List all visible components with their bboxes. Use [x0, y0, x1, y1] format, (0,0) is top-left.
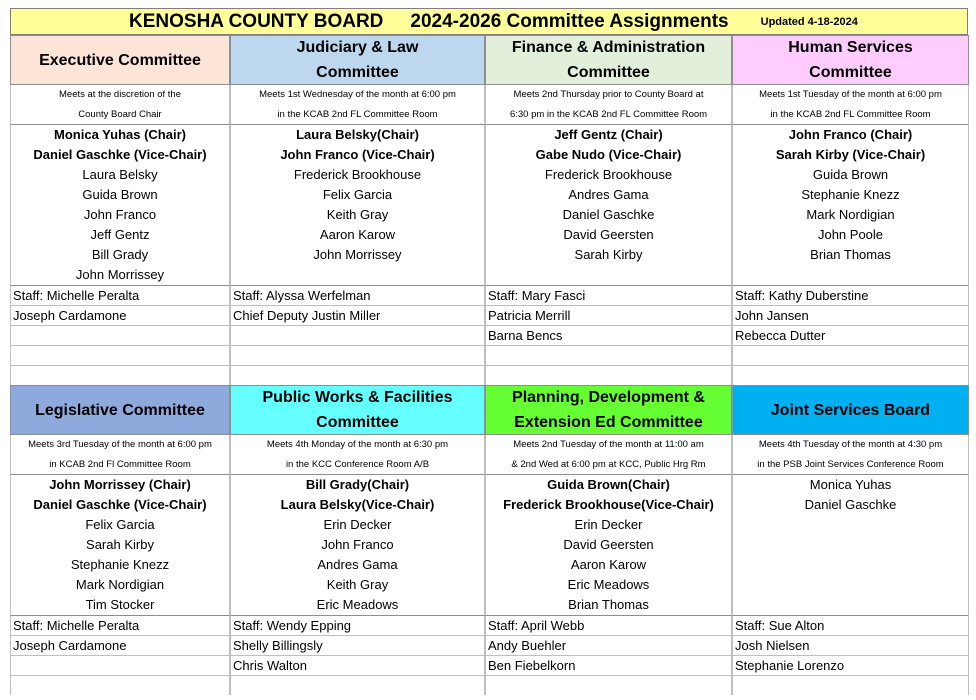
- meeting-line: Meets 4th Tuesday of the month at 4:30 pm: [758, 439, 943, 450]
- member-name: Sarah Kirby (Vice-Chair): [775, 147, 926, 162]
- meeting-schedule: [230, 85, 485, 125]
- member-name: [733, 555, 968, 575]
- committee-name-line: Extension Ed Committee: [514, 414, 703, 431]
- assignments-title: 2024-2026 Committee Assignments: [410, 10, 729, 32]
- member-name: Sarah Kirby: [574, 247, 643, 262]
- member-name: Monica Yuhas: [809, 477, 892, 492]
- staff-list: [732, 285, 969, 385]
- member-list: [230, 125, 485, 285]
- meeting-schedule: [485, 435, 732, 475]
- member-name: Keith Gray: [326, 207, 389, 222]
- staff-list: [10, 615, 230, 695]
- staff-name: Chief Deputy Justin Miller: [230, 305, 485, 325]
- meeting-line: in the KCC Conference Room A/B: [285, 459, 430, 470]
- committee-name: [732, 35, 969, 85]
- meeting-line: Meets 3rd Tuesday of the month at 6:00 pm: [28, 439, 212, 450]
- member-name: Brian Thomas: [810, 247, 891, 262]
- committee-name-line: Joint Services Board: [770, 401, 931, 419]
- member-name: Frederick Brookhouse(Vice-Chair): [503, 497, 714, 512]
- staff-list: [10, 285, 230, 385]
- member-name: John Franco (Chair): [788, 127, 913, 142]
- member-name: Felix Garcia: [85, 517, 155, 532]
- staff-list: [485, 615, 732, 695]
- member-name: Daniel Gaschke (Vice-Chair): [33, 147, 207, 162]
- staff-name: Staff: Kathy Duberstine: [732, 285, 969, 305]
- member-name: Laura Belsky(Vice-Chair): [280, 497, 435, 512]
- member-name: Guida Brown: [812, 167, 889, 182]
- staff-name: Staff: Mary Fasci: [485, 285, 732, 305]
- member-list: [485, 475, 732, 615]
- member-name: Daniel Gaschke (Vice-Chair): [33, 497, 207, 512]
- member-name: Guida Brown(Chair): [547, 477, 670, 492]
- member-name: Brian Thomas: [568, 597, 649, 612]
- committee-name-line: Finance & Administration: [511, 39, 706, 56]
- staff-name: [10, 655, 230, 675]
- staff-name: [732, 345, 969, 365]
- staff-name: Andy Buehler: [485, 635, 732, 655]
- member-name: [733, 515, 968, 535]
- committee-name: [10, 35, 230, 85]
- meeting-line: & 2nd Wed at 6:00 pm at KCC, Public Hrg Rm: [511, 459, 706, 470]
- staff-name: [10, 345, 230, 365]
- staff-name: Ben Fiebelkorn: [485, 655, 732, 675]
- staff-name: [732, 675, 969, 695]
- member-name: Mark Nordigian: [806, 207, 895, 222]
- committee-name-line: Committee: [316, 64, 399, 81]
- member-name: John Franco (Vice-Chair): [280, 147, 435, 162]
- staff-name: John Jansen: [732, 305, 969, 325]
- staff-list: [485, 285, 732, 385]
- staff-name: Staff: Michelle Peralta: [10, 285, 230, 305]
- staff-name: [485, 675, 732, 695]
- member-name: Bill Grady(Chair): [305, 477, 410, 492]
- member-name: Daniel Gaschke: [804, 497, 897, 512]
- meeting-schedule: [230, 435, 485, 475]
- member-list: [485, 125, 732, 285]
- member-list: [10, 475, 230, 615]
- staff-name: Joseph Cardamone: [10, 305, 230, 325]
- member-name: Bill Grady: [91, 247, 149, 262]
- staff-name: Staff: Sue Alton: [732, 615, 969, 635]
- meeting-line: County Board Chair: [78, 109, 162, 120]
- staff-name: Stephanie Lorenzo: [732, 655, 969, 675]
- staff-name: Chris Walton: [230, 655, 485, 675]
- member-name: [733, 265, 968, 285]
- staff-name: Staff: April Webb: [485, 615, 732, 635]
- committee-name: [485, 385, 732, 435]
- staff-name: [10, 675, 230, 695]
- staff-name: [732, 365, 969, 385]
- updated-date: Updated 4-18-2024: [760, 15, 858, 28]
- member-name: Sarah Kirby: [86, 537, 154, 552]
- meeting-line: Meets at the discretion of the: [59, 89, 181, 100]
- member-name: John Poole: [817, 227, 884, 242]
- member-name: John Morrissey (Chair): [49, 477, 191, 492]
- member-list: [732, 475, 969, 615]
- meeting-line: Meets 2nd Tuesday of the month at 11:00 am: [513, 439, 704, 450]
- committee-name: [10, 385, 230, 435]
- staff-name: [230, 325, 485, 345]
- member-name: Stephanie Knezz: [801, 187, 900, 202]
- committee-name-line: Public Works & Facilities: [262, 389, 453, 406]
- staff-list: [230, 615, 485, 695]
- committee-name: [485, 35, 732, 85]
- committee-name-line: Judiciary & Law: [296, 39, 419, 56]
- committee-name-line: Planning, Development &: [512, 389, 705, 406]
- member-name: Stephanie Knezz: [70, 557, 170, 572]
- member-name: Frederick Brookhouse: [544, 167, 673, 182]
- member-name: David Geersten: [563, 227, 654, 242]
- member-name: Erin Decker: [574, 517, 643, 532]
- meeting-line: in the KCAB 2nd FL Committee Room: [277, 109, 438, 120]
- staff-name: [230, 675, 485, 695]
- member-name: [733, 535, 968, 555]
- member-name: Felix Garcia: [322, 187, 393, 202]
- board-title: KENOSHA COUNTY BOARD: [129, 10, 384, 32]
- committee-name-line: Committee: [809, 64, 892, 81]
- member-name: Eric Meadows: [316, 597, 399, 612]
- member-list: [230, 475, 485, 615]
- member-name: Andres Gama: [317, 557, 398, 572]
- staff-name: [230, 345, 485, 365]
- meeting-line: Meets 4th Monday of the month at 6:30 pm: [266, 439, 449, 450]
- committee-name-line: Committee: [316, 414, 399, 431]
- committee-name: [732, 385, 969, 435]
- member-name: Aaron Karow: [570, 557, 647, 572]
- member-name: Jeff Gentz (Chair): [554, 127, 663, 142]
- member-name: Eric Meadows: [567, 577, 650, 592]
- member-name: David Geersten: [563, 537, 654, 552]
- member-name: [733, 595, 968, 615]
- member-name: Mark Nordigian: [75, 577, 165, 592]
- committee-name: [230, 385, 485, 435]
- member-name: John Franco: [321, 537, 394, 552]
- member-name: Guida Brown: [82, 187, 158, 202]
- meeting-line: in KCAB 2nd Fl Committee Room: [49, 459, 191, 470]
- committee-name-line: Human Services: [788, 39, 913, 56]
- committee-name: [230, 35, 485, 85]
- meeting-line: Meets 1st Tuesday of the month at 6:00 pm: [759, 89, 942, 100]
- member-name: John Franco: [83, 207, 157, 222]
- meeting-schedule: [732, 435, 969, 475]
- member-name: Gabe Nudo (Vice-Chair): [535, 147, 682, 162]
- member-name: Aaron Karow: [319, 227, 396, 242]
- member-name: Jeff Gentz: [90, 227, 150, 242]
- committee-name-line: Committee: [567, 64, 650, 81]
- staff-list: [230, 285, 485, 385]
- staff-name: [485, 365, 732, 385]
- meeting-schedule: [10, 435, 230, 475]
- member-name: Laura Belsky(Chair): [296, 127, 419, 142]
- member-name: Daniel Gaschke: [562, 207, 655, 222]
- member-name: John Morrissey: [313, 247, 402, 262]
- meeting-schedule: [732, 85, 969, 125]
- member-list: [10, 125, 230, 285]
- member-name: [486, 265, 731, 285]
- member-name: Keith Gray: [326, 577, 389, 592]
- staff-list: [732, 615, 969, 695]
- staff-name: [485, 345, 732, 365]
- staff-name: [10, 325, 230, 345]
- staff-name: Barna Bencs: [485, 325, 732, 345]
- staff-name: [10, 365, 230, 385]
- title-bar: [10, 8, 968, 35]
- member-name: [733, 575, 968, 595]
- staff-name: Staff: Alyssa Werfelman: [230, 285, 485, 305]
- staff-name: Shelly Billingsly: [230, 635, 485, 655]
- meeting-line: in the PSB Joint Services Conference Room: [757, 459, 944, 470]
- member-list: [732, 125, 969, 285]
- member-name: Tim Stocker: [85, 597, 155, 612]
- member-name: John Morrissey: [75, 267, 165, 282]
- member-name: Frederick Brookhouse: [293, 167, 422, 182]
- meeting-line: Meets 2nd Thursday prior to County Board at: [513, 89, 704, 100]
- meeting-line: 6:30 pm in the KCAB 2nd FL Committee Room: [509, 109, 708, 120]
- member-name: Andres Gama: [568, 187, 649, 202]
- member-name: Laura Belsky: [82, 167, 158, 182]
- committee-name-line: Executive Committee: [39, 51, 201, 69]
- staff-name: Josh Nielsen: [732, 635, 969, 655]
- committee-name-line: Legislative Committee: [35, 401, 205, 419]
- staff-name: Patricia Merrill: [485, 305, 732, 325]
- staff-name: Staff: Wendy Epping: [230, 615, 485, 635]
- staff-name: Joseph Cardamone: [10, 635, 230, 655]
- staff-name: Staff: Michelle Peralta: [10, 615, 230, 635]
- member-name: [231, 265, 484, 285]
- member-name: Erin Decker: [323, 517, 392, 532]
- member-name: Monica Yuhas (Chair): [54, 127, 186, 142]
- meeting-line: Meets 1st Wednesday of the month at 6:00 pm: [259, 89, 456, 100]
- staff-name: [230, 365, 485, 385]
- meeting-schedule: [485, 85, 732, 125]
- meeting-line: in the KCAB 2nd FL Committee Room: [770, 109, 931, 120]
- staff-name: Rebecca Dutter: [732, 325, 969, 345]
- meeting-schedule: [10, 85, 230, 125]
